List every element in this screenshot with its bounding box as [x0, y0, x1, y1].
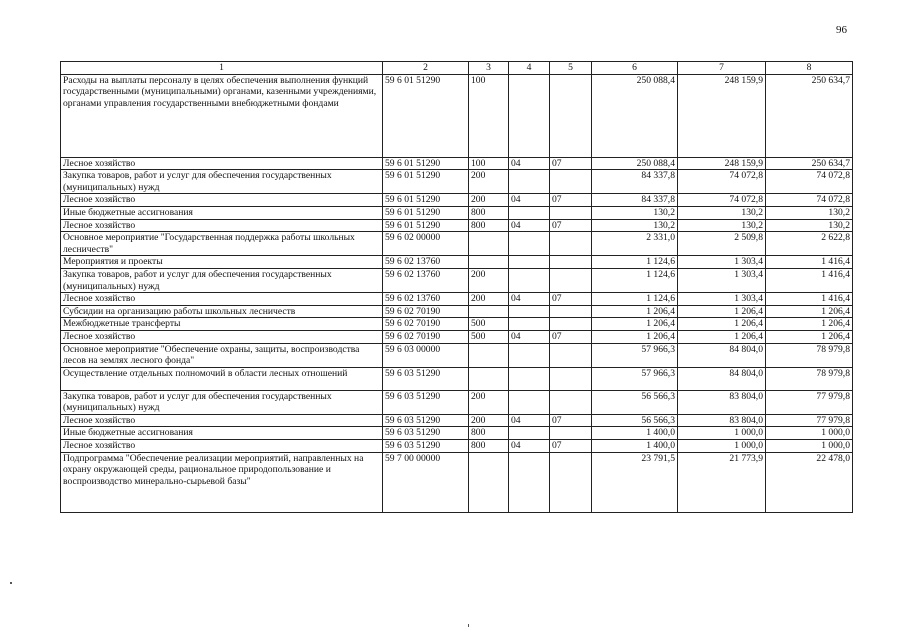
target-article-cell: 59 6 03 51290	[383, 440, 469, 453]
amount-year3-cell: 130,2	[766, 206, 853, 219]
expense-type-cell: 200	[469, 268, 509, 292]
amount-year2-cell: 2 509,8	[678, 232, 766, 256]
target-article-cell: 59 6 02 70190	[383, 318, 469, 331]
section-cell	[509, 427, 550, 440]
expense-type-cell: 200	[469, 414, 509, 427]
amount-year3-cell: 74 072,8	[766, 194, 853, 207]
row-name-cell: Лесное хозяйство	[61, 293, 383, 306]
table-row	[61, 74, 853, 157]
amount-year2-cell: 248 159,9	[678, 74, 766, 157]
row-name-cell: Лесное хозяйство	[61, 219, 383, 232]
amount-year2-cell: 130,2	[678, 206, 766, 219]
section-cell: 04	[509, 330, 550, 343]
amount-year2-cell: 84 804,0	[678, 343, 766, 367]
section-cell	[509, 305, 550, 318]
amount-year1-cell: 1 124,6	[592, 293, 678, 306]
table-row	[61, 305, 853, 318]
section-cell: 04	[509, 157, 550, 170]
table-row	[61, 367, 853, 390]
row-name-cell: Мероприятия и проекты	[61, 256, 383, 269]
target-article-cell: 59 6 01 51290	[383, 206, 469, 219]
expense-type-cell	[469, 367, 509, 390]
amount-year3-cell: 1 206,4	[766, 318, 853, 331]
amount-year1-cell: 130,2	[592, 219, 678, 232]
row-name-cell: Лесное хозяйство	[61, 330, 383, 343]
table-row	[61, 219, 853, 232]
amount-year2-cell: 248 159,9	[678, 157, 766, 170]
amount-year1-cell: 2 331,0	[592, 232, 678, 256]
amount-year2-cell: 1 303,4	[678, 293, 766, 306]
expense-type-cell: 500	[469, 318, 509, 331]
target-article-cell: 59 6 01 51290	[383, 74, 469, 157]
column-header: 1	[61, 62, 383, 75]
section-cell: 04	[509, 414, 550, 427]
column-header: 8	[766, 62, 853, 75]
amount-year1-cell: 250 088,4	[592, 74, 678, 157]
expense-type-cell	[469, 232, 509, 256]
row-name-cell: Лесное хозяйство	[61, 157, 383, 170]
expense-type-cell: 200	[469, 194, 509, 207]
target-article-cell: 59 6 03 51290	[383, 414, 469, 427]
amount-year3-cell: 1 000,0	[766, 440, 853, 453]
amount-year1-cell: 57 966,3	[592, 343, 678, 367]
target-article-cell: 59 6 01 51290	[383, 194, 469, 207]
subsection-cell	[550, 390, 592, 414]
amount-year1-cell: 1 124,6	[592, 268, 678, 292]
row-name-cell: Лесное хозяйство	[61, 414, 383, 427]
section-cell: 04	[509, 440, 550, 453]
subsection-cell: 07	[550, 330, 592, 343]
expense-type-cell: 800	[469, 427, 509, 440]
amount-year2-cell: 21 773,9	[678, 452, 766, 512]
table-row	[61, 256, 853, 269]
amount-year3-cell: 78 979,8	[766, 343, 853, 367]
amount-year3-cell: 130,2	[766, 219, 853, 232]
subsection-cell	[550, 256, 592, 269]
amount-year3-cell: 2 622,8	[766, 232, 853, 256]
row-name-cell: Подпрограмма "Обеспечение реализации мероприятий, направленных на охрану окружающей среды, рациональное природопользование и воспроизводство минерально-сырьевой базы"	[61, 452, 383, 512]
section-cell	[509, 367, 550, 390]
column-header: 4	[509, 62, 550, 75]
target-article-cell: 59 6 02 13760	[383, 293, 469, 306]
subsection-cell	[550, 367, 592, 390]
amount-year1-cell: 250 088,4	[592, 157, 678, 170]
amount-year2-cell: 1 000,0	[678, 427, 766, 440]
target-article-cell: 59 6 01 51290	[383, 219, 469, 232]
expense-type-cell: 500	[469, 330, 509, 343]
subsection-cell: 07	[550, 219, 592, 232]
row-name-cell: Иные бюджетные ассигнования	[61, 427, 383, 440]
section-cell	[509, 170, 550, 194]
subsection-cell	[550, 427, 592, 440]
subsection-cell: 07	[550, 293, 592, 306]
row-name-cell: Закупка товаров, работ и услуг для обеспечения государственных (муниципальных) нужд	[61, 268, 383, 292]
subsection-cell	[550, 170, 592, 194]
scan-speck	[468, 624, 469, 627]
amount-year2-cell: 84 804,0	[678, 367, 766, 390]
subsection-cell	[550, 318, 592, 331]
expense-type-cell: 800	[469, 440, 509, 453]
target-article-cell: 59 6 02 70190	[383, 330, 469, 343]
subsection-cell	[550, 343, 592, 367]
row-name-cell: Иные бюджетные ассигнования	[61, 206, 383, 219]
expense-type-cell	[469, 343, 509, 367]
amount-year3-cell: 250 634,7	[766, 74, 853, 157]
amount-year1-cell: 1 124,6	[592, 256, 678, 269]
target-article-cell: 59 6 02 13760	[383, 256, 469, 269]
amount-year3-cell: 78 979,8	[766, 367, 853, 390]
row-name-cell: Лесное хозяйство	[61, 194, 383, 207]
table-row	[61, 194, 853, 207]
subsection-cell	[550, 452, 592, 512]
column-header: 3	[469, 62, 509, 75]
section-cell	[509, 256, 550, 269]
amount-year3-cell: 74 072,8	[766, 170, 853, 194]
expense-type-cell	[469, 452, 509, 512]
subsection-cell	[550, 206, 592, 219]
amount-year2-cell: 83 804,0	[678, 414, 766, 427]
expense-type-cell	[469, 256, 509, 269]
amount-year2-cell: 130,2	[678, 219, 766, 232]
table-row	[61, 440, 853, 453]
amount-year3-cell: 22 478,0	[766, 452, 853, 512]
subsection-cell	[550, 232, 592, 256]
column-header: 5	[550, 62, 592, 75]
expense-type-cell: 800	[469, 219, 509, 232]
expense-type-cell: 100	[469, 74, 509, 157]
table-row	[61, 268, 853, 292]
section-cell: 04	[509, 219, 550, 232]
row-name-cell: Осуществление отдельных полномочий в области лесных отношений	[61, 367, 383, 390]
target-article-cell: 59 6 02 13760	[383, 268, 469, 292]
expense-type-cell: 200	[469, 170, 509, 194]
amount-year2-cell: 1 303,4	[678, 268, 766, 292]
amount-year3-cell: 77 979,8	[766, 390, 853, 414]
subsection-cell	[550, 268, 592, 292]
amount-year1-cell: 84 337,8	[592, 194, 678, 207]
amount-year1-cell: 130,2	[592, 206, 678, 219]
section-cell	[509, 268, 550, 292]
amount-year1-cell: 1 206,4	[592, 330, 678, 343]
table-row	[61, 330, 853, 343]
section-cell	[509, 452, 550, 512]
column-header: 7	[678, 62, 766, 75]
section-cell	[509, 74, 550, 157]
table-row	[61, 414, 853, 427]
table-row	[61, 170, 853, 194]
row-name-cell: Субсидии на организацию работы школьных лесничеств	[61, 305, 383, 318]
row-name-cell: Закупка товаров, работ и услуг для обеспечения государственных (муниципальных) нужд	[61, 390, 383, 414]
table-row	[61, 157, 853, 170]
section-cell	[509, 318, 550, 331]
expense-type-cell: 200	[469, 293, 509, 306]
table-body	[61, 74, 853, 512]
amount-year1-cell: 23 791,5	[592, 452, 678, 512]
section-cell	[509, 232, 550, 256]
table-row	[61, 427, 853, 440]
amount-year2-cell: 83 804,0	[678, 390, 766, 414]
subsection-cell	[550, 74, 592, 157]
row-name-cell: Закупка товаров, работ и услуг для обеспечения государственных (муниципальных) нужд	[61, 170, 383, 194]
amount-year1-cell: 84 337,8	[592, 170, 678, 194]
amount-year2-cell: 1 206,4	[678, 305, 766, 318]
section-cell: 04	[509, 293, 550, 306]
header-row	[61, 62, 853, 75]
section-cell	[509, 206, 550, 219]
amount-year1-cell: 1 400,0	[592, 440, 678, 453]
amount-year1-cell: 1 206,4	[592, 305, 678, 318]
table-row	[61, 452, 853, 512]
budget-table	[60, 61, 853, 513]
row-name-cell: Межбюджетные трансферты	[61, 318, 383, 331]
amount-year2-cell: 74 072,8	[678, 194, 766, 207]
section-cell	[509, 390, 550, 414]
table-row	[61, 390, 853, 414]
amount-year3-cell: 1 416,4	[766, 256, 853, 269]
amount-year3-cell: 250 634,7	[766, 157, 853, 170]
amount-year3-cell: 1 206,4	[766, 305, 853, 318]
table-row	[61, 318, 853, 331]
table-row	[61, 293, 853, 306]
amount-year2-cell: 1 206,4	[678, 318, 766, 331]
target-article-cell: 59 6 01 51290	[383, 170, 469, 194]
amount-year2-cell: 74 072,8	[678, 170, 766, 194]
subsection-cell	[550, 305, 592, 318]
subsection-cell: 07	[550, 440, 592, 453]
row-name-cell: Основное мероприятие "Обеспечение охраны, защиты, воспроизводства лесов на землях лесного фонда"	[61, 343, 383, 367]
amount-year1-cell: 57 966,3	[592, 367, 678, 390]
target-article-cell: 59 6 01 51290	[383, 157, 469, 170]
target-article-cell: 59 6 03 00000	[383, 343, 469, 367]
column-header: 2	[383, 62, 469, 75]
subsection-cell: 07	[550, 157, 592, 170]
target-article-cell: 59 7 00 00000	[383, 452, 469, 512]
amount-year3-cell: 1 416,4	[766, 268, 853, 292]
row-name-cell: Лесное хозяйство	[61, 440, 383, 453]
expense-type-cell	[469, 305, 509, 318]
amount-year3-cell: 77 979,8	[766, 414, 853, 427]
row-name-cell: Основное мероприятие "Государственная поддержка работы школьных лесничеств"	[61, 232, 383, 256]
expense-type-cell: 100	[469, 157, 509, 170]
target-article-cell: 59 6 02 70190	[383, 305, 469, 318]
amount-year1-cell: 56 566,3	[592, 390, 678, 414]
amount-year2-cell: 1 303,4	[678, 256, 766, 269]
row-name-cell: Расходы на выплаты персоналу в целях обеспечения выполнения функций государственными (муниципальными) органами, казенными учреждениями, органами управления государственными внебюджетными фондами	[61, 74, 383, 157]
scan-speck	[10, 582, 12, 584]
column-header: 6	[592, 62, 678, 75]
amount-year1-cell: 1 400,0	[592, 427, 678, 440]
table-row	[61, 343, 853, 367]
table-row	[61, 206, 853, 219]
section-cell: 04	[509, 194, 550, 207]
target-article-cell: 59 6 03 51290	[383, 367, 469, 390]
target-article-cell: 59 6 02 00000	[383, 232, 469, 256]
page-number: 96	[836, 24, 847, 36]
expense-type-cell: 200	[469, 390, 509, 414]
target-article-cell: 59 6 03 51290	[383, 427, 469, 440]
section-cell	[509, 343, 550, 367]
amount-year1-cell: 1 206,4	[592, 318, 678, 331]
expense-type-cell: 800	[469, 206, 509, 219]
amount-year3-cell: 1 000,0	[766, 427, 853, 440]
amount-year2-cell: 1 206,4	[678, 330, 766, 343]
amount-year2-cell: 1 000,0	[678, 440, 766, 453]
amount-year3-cell: 1 416,4	[766, 293, 853, 306]
subsection-cell: 07	[550, 194, 592, 207]
subsection-cell: 07	[550, 414, 592, 427]
table-row	[61, 232, 853, 256]
amount-year1-cell: 56 566,3	[592, 414, 678, 427]
target-article-cell: 59 6 03 51290	[383, 390, 469, 414]
amount-year3-cell: 1 206,4	[766, 330, 853, 343]
